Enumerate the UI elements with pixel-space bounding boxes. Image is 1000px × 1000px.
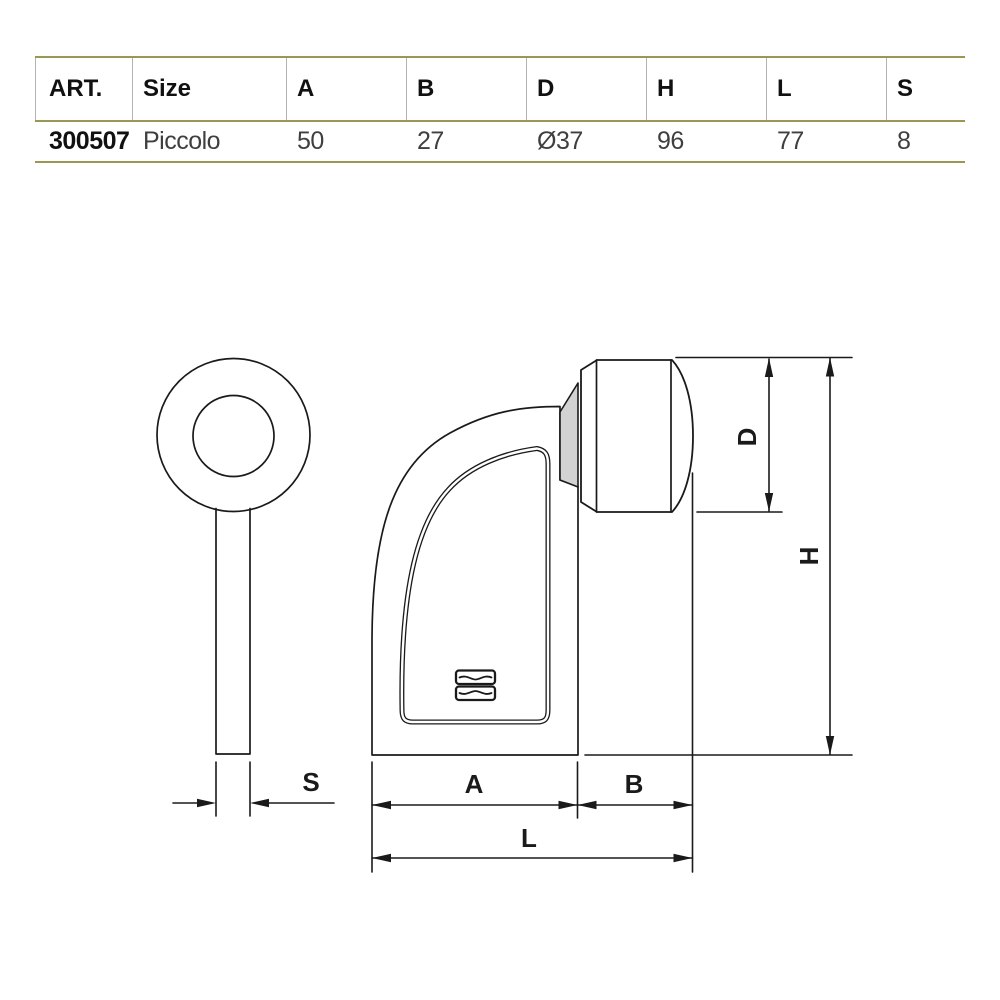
col-a-header: A bbox=[286, 58, 406, 120]
dim-label-h: H bbox=[794, 546, 824, 566]
col-s-header: S bbox=[886, 58, 965, 120]
s-arrow-right bbox=[197, 799, 216, 807]
bumper-outline bbox=[581, 360, 693, 512]
s-arrow-left bbox=[250, 799, 269, 807]
dim-label-a: A bbox=[464, 769, 484, 799]
b-arrow-right bbox=[674, 801, 693, 809]
outer-ring bbox=[157, 359, 310, 512]
front-view bbox=[157, 359, 334, 817]
d-arrow-up bbox=[765, 358, 773, 377]
dim-label-s: S bbox=[302, 767, 320, 797]
value-h: 96 bbox=[657, 127, 684, 155]
value-d: Ø37 bbox=[537, 127, 583, 155]
value-s: 8 bbox=[897, 127, 911, 155]
a-arrow-left bbox=[372, 801, 391, 809]
value-l: 77 bbox=[777, 127, 804, 155]
col-h-header: H bbox=[646, 58, 766, 120]
h-arrow-up bbox=[826, 358, 834, 377]
col-size-header: Size bbox=[132, 58, 286, 120]
value-size: Piccolo bbox=[143, 127, 221, 155]
value-art: 300507 bbox=[49, 127, 130, 155]
l-arrow-left bbox=[372, 854, 391, 862]
l-arrow-right bbox=[674, 854, 693, 862]
value-b: 27 bbox=[417, 127, 444, 155]
d-arrow-down bbox=[765, 493, 773, 512]
side-view bbox=[372, 360, 693, 755]
dim-label-b: B bbox=[624, 769, 644, 799]
inner-ring bbox=[193, 396, 274, 477]
dim-label-d: D bbox=[732, 427, 762, 447]
h-arrow-down bbox=[826, 736, 834, 755]
stem bbox=[216, 509, 250, 755]
rubber-pad bbox=[560, 383, 578, 487]
dim-label-l: L bbox=[521, 823, 537, 853]
col-b-header: B bbox=[406, 58, 526, 120]
b-arrow-left bbox=[578, 801, 597, 809]
value-a: 50 bbox=[297, 127, 324, 155]
col-art-header: ART. bbox=[35, 58, 132, 120]
col-d-header: D bbox=[526, 58, 646, 120]
a-arrow-right bbox=[559, 801, 578, 809]
col-l-header: L bbox=[766, 58, 886, 120]
